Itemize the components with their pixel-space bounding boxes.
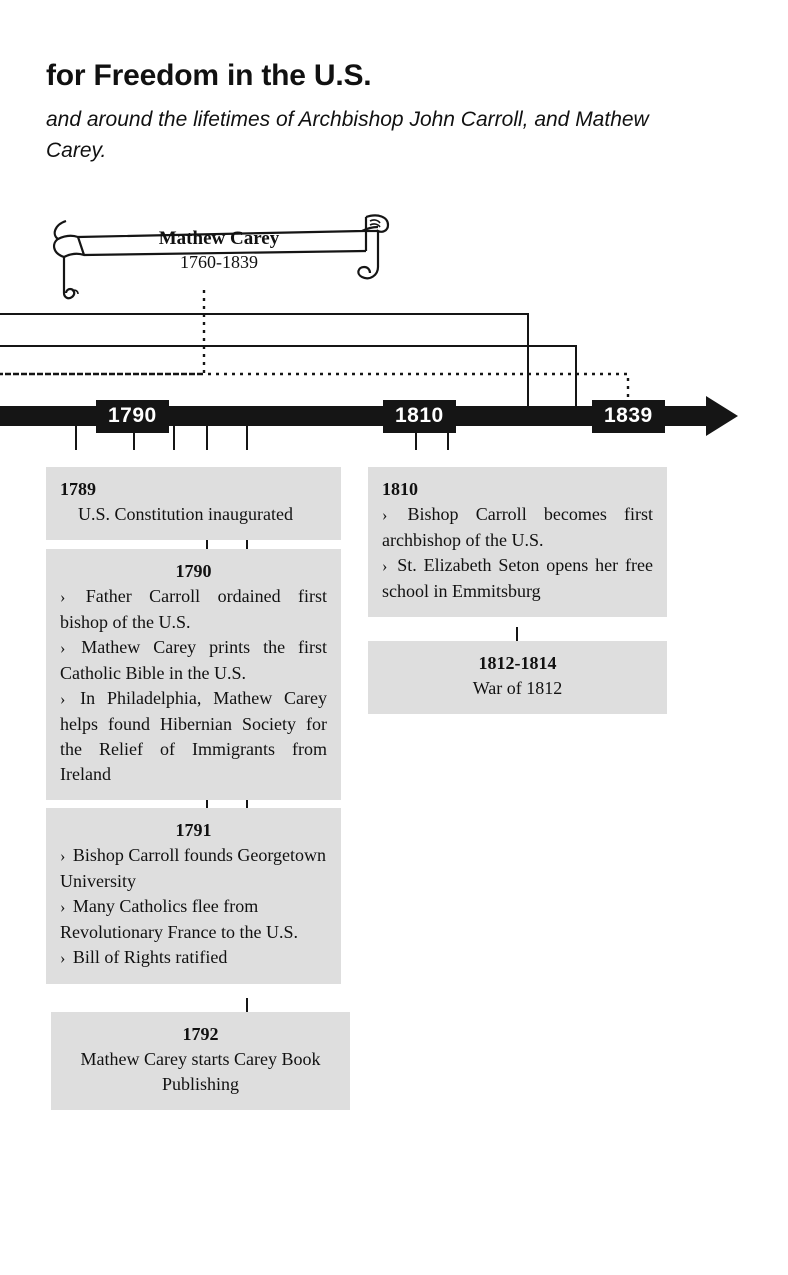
connector-1810-1812 xyxy=(516,627,518,641)
event-year: 1792 xyxy=(182,1024,219,1044)
bullet-icon: › xyxy=(60,950,66,967)
event-item: › Bishop Carroll founds Georgetown University xyxy=(60,845,326,891)
event-item: U.S. Constitution inaugurated xyxy=(78,504,293,524)
event-year: 1789 xyxy=(60,479,96,499)
header xyxy=(46,58,746,166)
event-box-1791[interactable] xyxy=(46,808,341,984)
event-year: 1791 xyxy=(175,820,212,840)
event-item: › St. Elizabeth Seton opens her free school in Emmitsburg xyxy=(382,555,653,601)
event-item: › Father Carroll ordained first bishop of the U.S. xyxy=(60,586,327,632)
bullet-icon: › xyxy=(60,848,66,865)
event-item: › Bishop Carroll becomes first archbishop of the U.S. xyxy=(382,504,654,550)
event-item: › Many Catholics flee from Revolutionary France to the U.S. xyxy=(60,896,298,942)
banner-person-dates: 1760-1839 xyxy=(180,252,258,272)
event-item: Mathew Carey starts Carey Book Publishing xyxy=(80,1049,321,1094)
bullet-icon: › xyxy=(60,899,66,916)
event-box-1812-1814[interactable] xyxy=(368,641,667,714)
event-year: 1812-1814 xyxy=(478,653,557,673)
timeline-marker-1810[interactable]: 1810 xyxy=(383,400,456,433)
connector-1791-1792 xyxy=(246,998,248,1012)
event-box-1810[interactable] xyxy=(368,467,667,617)
event-year: 1790 xyxy=(175,561,212,581)
event-box-1790[interactable] xyxy=(46,549,341,800)
event-item: War of 1812 xyxy=(472,678,563,698)
page-title: for Freedom in the U.S. xyxy=(46,59,372,92)
timeline-marker-1839[interactable]: 1839 xyxy=(592,400,665,433)
bullet-icon: › xyxy=(60,640,66,657)
event-item: › Bill of Rights ratified xyxy=(60,947,228,967)
event-item: › In Philadelphia, Mathew Carey helps found Hibernian Society for the Relief of Immigrants from Ireland xyxy=(60,688,327,784)
banner-person-name: Mathew Carey xyxy=(158,228,280,249)
bullet-icon: › xyxy=(382,507,388,524)
bullet-icon: › xyxy=(60,589,66,606)
bullet-icon: › xyxy=(382,558,388,575)
event-year: 1810 xyxy=(382,479,418,499)
event-box-1789[interactable] xyxy=(46,467,341,540)
bullet-icon: › xyxy=(60,691,66,708)
event-box-1792[interactable] xyxy=(51,1012,350,1110)
page-subtitle: and around the lifetimes of Archbishop John Carroll, and Mathew Carey. xyxy=(46,108,649,162)
event-item: › Mathew Carey prints the first Catholic Bible in the U.S. xyxy=(60,637,328,683)
timeline-marker-1790[interactable]: 1790 xyxy=(96,400,169,433)
